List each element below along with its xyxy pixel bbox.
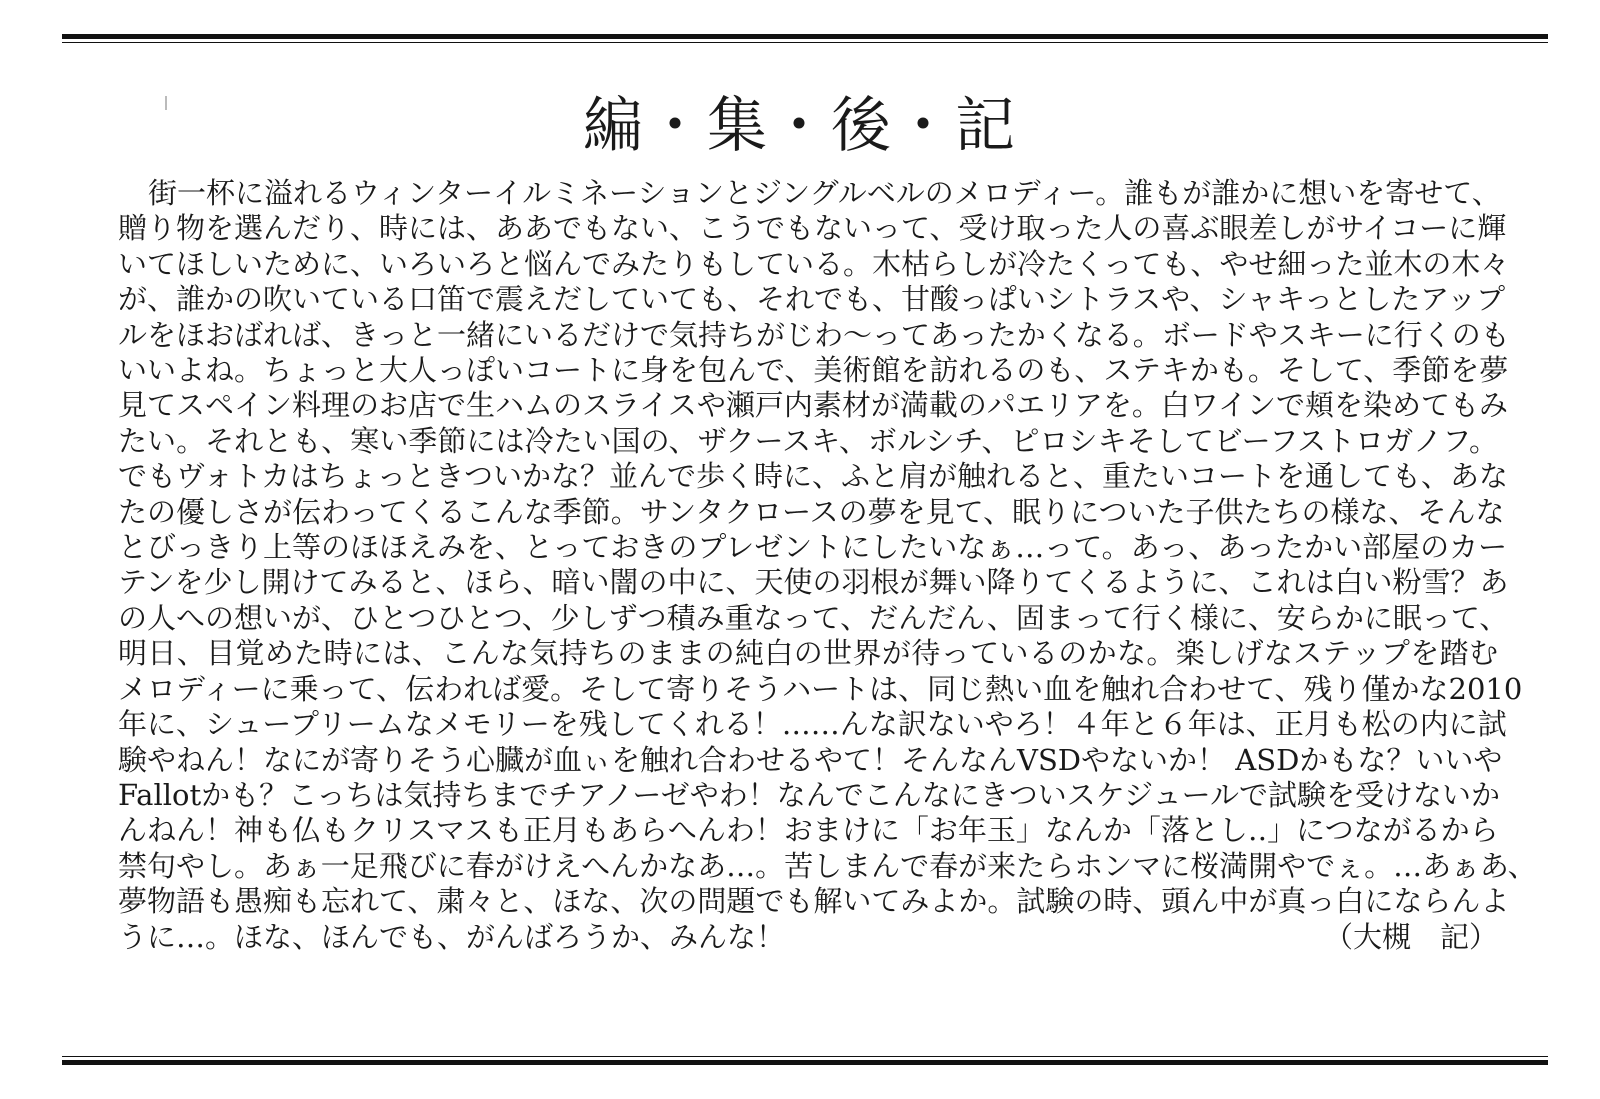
body-line: ルをほおばれば、きっと一緒にいるだけで気持ちがじわ〜ってあったかくなる。ボードやスキーに行くのも: [118, 317, 1510, 352]
bottom-rule-thin: [62, 1056, 1548, 1057]
body-line: が、誰かの吹いている口笛で震えだしていても、それでも、甘酸っぱいシトラスや、シャキっとしたアップ: [118, 282, 1506, 317]
body-line: たの優しさが伝わってくるこんな季節。サンタクロースの夢を見て、眠りについた子供たちの様な、そんな: [118, 494, 1505, 529]
bottom-double-rule: [62, 1056, 1548, 1065]
body-line: 贈り物を選んだり、時には、ああでもない、こうでもないって、受け取った人の喜ぶ眼差しがサイコーに輝: [118, 211, 1507, 246]
top-double-rule: [62, 34, 1548, 43]
body-line-last: [118, 920, 1498, 955]
body-line: テンを少し開けてみると、ほら、暗い闇の中に、天使の羽根が舞い降りてくるように、これは白い粉雪？あ: [118, 565, 1509, 600]
body-line: 明日、目覚めた時には、こんな気持ちのままの純白の世界が待っているのかな。楽しげなステップを踏む: [118, 636, 1498, 671]
body-line-final-text: うに…。ほな、ほんでも、がんばろうか、みんな！: [118, 919, 786, 954]
body-line: 禁句やし。あぁ一足飛びに春がけえへんかなあ…。苦しまんで春が来たらホンマに桜満開やでぇ。…あぁあ、: [118, 848, 1537, 883]
body-line: メロディーに乗って、伝われば愛。そして寄りそうハートは、同じ熱い血を触れ合わせて、残り僅かな2010: [118, 671, 1523, 706]
top-rule-thin: [62, 42, 1548, 43]
body-line: 見てスペイン料理のお店で生ハムのスライスや瀬戸内素材が満載のパエリアを。白ワインで頬を染めてもみ: [118, 388, 1508, 423]
body-text: [118, 176, 1537, 955]
body-line: Fallotかも？こっちは気持ちまでチアノーゼやわ！なんでこんなにきついスケジュールで試験を受けないか: [118, 777, 1501, 812]
body-line: の人への想いが、ひとつひとつ、少しずつ積み重なって、だんだん、固まって行く様に、安らかに眠って、: [118, 600, 1509, 635]
body-line: でもヴォトカはちょっときついかな？並んで歩く時に、ふと肩が触れると、重たいコートを通しても、あな: [118, 459, 1508, 494]
author-signature: （大槻 記）: [1323, 919, 1498, 954]
bottom-rule-thick: [62, 1060, 1548, 1065]
body-line: いてほしいために、いろいろと悩んでみたりもしている。木枯らしが冷たくっても、やせ細った並木の木々: [118, 246, 1510, 281]
body-line: 夢物語も愚痴も忘れて、粛々と、ほな、次の問題でも解いてみよか。試験の時、頭ん中が真っ白にならんよ: [118, 884, 1510, 919]
body-line: 年に、シュープリームなメモリーを残してくれる！……んな訳ないやろ！４年と６年は、正月も松の内に試: [118, 707, 1507, 742]
body-line: とびっきり上等のほほえみを、とっておきのプレゼントにしたいなぁ…って。あっ、あったかい部屋のカー: [118, 530, 1508, 565]
body-line: んねん！神も仏もクリスマスも正月もあらへんわ！おまけに「お年玉」なんか「落とし‥」につながるから: [118, 813, 1499, 848]
body-line: 験やねん！なにが寄りそう心臓が血ぃを触れ合わせるやて！そんなんVSDやないか！ ASDかもな？いいや: [118, 742, 1503, 777]
page-title: 編・集・後・記: [583, 91, 1017, 161]
body-line: たい。それとも、寒い季節には冷たい国の、ザクースキ、ボルシチ、ピロシキそしてビーフストロガノフ。: [118, 423, 1498, 458]
body-line: いいよね。ちょっと大人っぽいコートに身を包んで、美術館を訪れるのも、ステキかも。そして、季節を夢: [118, 353, 1509, 388]
top-rule-thick: [62, 34, 1548, 39]
body-line: 街一杯に溢れるウィンターイルミネーションとジングルベルのメロディー。誰もが誰かに想いを寄せて、: [148, 176, 1501, 210]
